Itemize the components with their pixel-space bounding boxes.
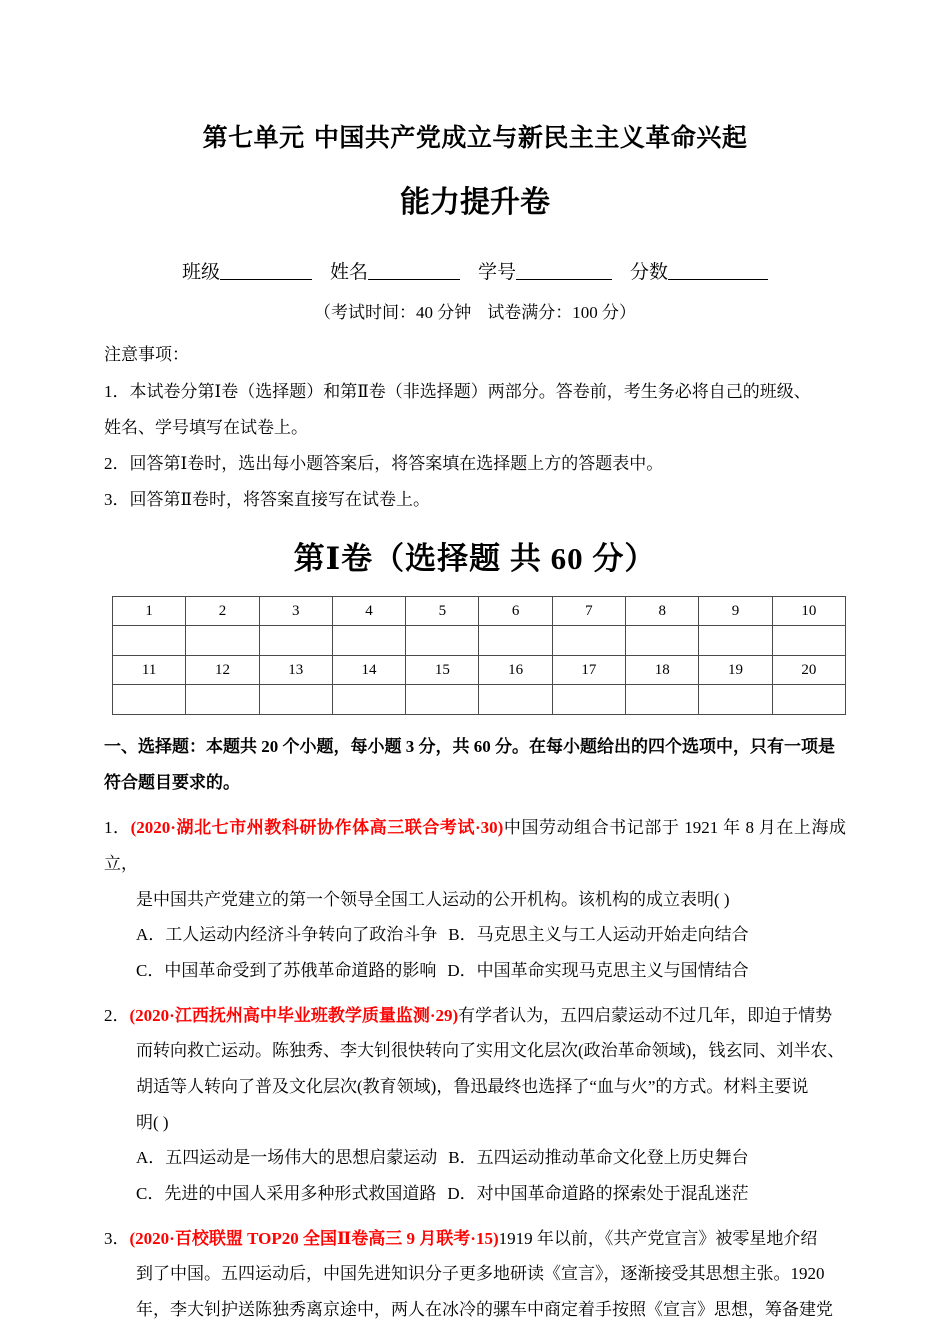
answer-cell[interactable] [699, 685, 772, 715]
answer-cell[interactable] [332, 685, 405, 715]
question-3-stem-cont: 到了中国。五四运动后，中国先进知识分子更多地研读《宣言》，逐渐接受其思想主张。1920 [136, 1264, 825, 1284]
field-name-label: 姓名 [329, 262, 368, 283]
option-c[interactable]: C．中国革命受到了苏俄革命道路的影响 [136, 960, 437, 980]
answer-cell[interactable] [113, 685, 186, 715]
field-score [630, 257, 768, 284]
section-instructions-line2: 符合题目要求的。 [104, 773, 240, 793]
question-1-stem-cont: 是中国共产党建立的第一个领导全国工人运动的公开机构。该机构的成立表明( ) [136, 889, 730, 909]
field-student-id-label: 学号 [478, 262, 517, 283]
table-cell-number: 2 [186, 597, 259, 626]
field-student-id [478, 257, 612, 284]
field-score-blank[interactable] [668, 262, 768, 280]
section-instructions-line1: 一、选择题：本题共 20 个小题，每小题 3 分，共 60 分。在每小题给出的四个选项中，只有一项是 [104, 737, 835, 757]
note-item: 1．本试卷分第Ⅰ卷（选择题）和第Ⅱ卷（非选择题）两部分。答卷前，考生务必将自己的班级、 [104, 382, 811, 402]
question-3-source-tag: (2020·百校联盟 TOP20 全国Ⅱ卷高三 9 月联考·15) [129, 1228, 499, 1248]
table-cell-number: 16 [479, 656, 552, 685]
table-cell-number: 10 [772, 597, 845, 626]
question-1-number: 1． [104, 818, 131, 838]
answer-sheet-table [112, 596, 846, 715]
question-1-stem [104, 810, 846, 881]
answer-cell[interactable] [479, 685, 552, 715]
table-cell-number: 15 [406, 656, 479, 685]
note-item: 2．回答第Ⅰ卷时，选出每小题答案后，将答案填在选择题上方的答题表中。 [104, 454, 664, 474]
table-cell-number: 4 [332, 597, 405, 626]
student-info-fields [104, 221, 846, 284]
page-subtitle: 能力提升卷 [400, 184, 550, 220]
table-cell-number: 6 [479, 597, 552, 626]
question-3 [104, 1212, 846, 1328]
answer-cell[interactable] [332, 626, 405, 656]
table-cell-number: 5 [406, 597, 479, 626]
answer-sheet-table-wrap [104, 579, 846, 715]
answer-cell[interactable] [699, 626, 772, 656]
question-3-stem-cont: 年，李大钊护送陈独秀离京途中，两人在冰冷的骡车中商定着手按照《宣言》思想，筹备建党 [136, 1300, 833, 1320]
table-cell-number: 17 [552, 656, 625, 685]
option-c[interactable]: C．先进的中国人采用多种形式救国道路 [136, 1184, 437, 1203]
field-name [330, 257, 460, 284]
note-item: 姓名、学号填写在试卷上。 [104, 418, 308, 438]
field-student-id-blank[interactable] [516, 262, 612, 280]
answer-cell[interactable] [772, 626, 845, 656]
option-b[interactable]: B．五四运动推动革命文化登上历史舞台 [448, 1148, 749, 1168]
table-cell-number: 18 [626, 656, 699, 685]
option-line [136, 1140, 846, 1176]
option-line [136, 917, 846, 953]
question-3-stem-text: 1919 年以前，《共产党宣言》被零星地介绍 [498, 1228, 818, 1248]
question-3-number: 3． [104, 1228, 130, 1248]
table-cell-number: 8 [626, 597, 699, 626]
question-2-source-tag: (2020·江西抚州高中毕业班教学质量监测·29) [129, 1005, 459, 1025]
question-2-stem-cont: 而转向救亡运动。陈独秀、李大钊很快转向了实用文化层次(政治革命领域)，钱玄同、刘半农、 [136, 1041, 845, 1061]
notes-section [104, 323, 846, 518]
table-cell-number: 9 [699, 597, 772, 626]
answer-cell[interactable] [186, 685, 259, 715]
option-line [136, 1176, 846, 1212]
field-name-blank[interactable] [368, 262, 460, 280]
question-1-stem-text: 中国劳动组合书记部于 1921 年 8 月在上海成立， [104, 818, 847, 873]
table-row [113, 656, 846, 685]
page-title: 第七单元 中国共产党成立与新民主主义革命兴起 [202, 123, 748, 152]
answer-cell[interactable] [186, 626, 259, 656]
table-row [113, 685, 846, 715]
option-a[interactable]: A．工人运动内经济斗争转向了政治斗争 [136, 925, 438, 945]
question-1-source-tag: (2020·湖北七市州教科研协作体高三联合考试·30) [130, 818, 504, 838]
section-heading: 第Ⅰ卷（选择题 共 60 分） [293, 541, 657, 577]
question-2-stem [104, 998, 846, 1034]
table-cell-number: 7 [552, 597, 625, 626]
option-a[interactable]: A．五四运动是一场伟大的思想启蒙运动 [136, 1148, 438, 1168]
question-1-options [104, 917, 846, 988]
question-3-stem [104, 1221, 846, 1257]
field-score-label: 分数 [630, 262, 669, 283]
answer-cell[interactable] [406, 685, 479, 715]
note-item: 3．回答第Ⅱ卷时，将答案直接写在试卷上。 [104, 490, 431, 510]
table-cell-number: 11 [113, 656, 186, 685]
table-cell-number: 13 [259, 656, 332, 685]
table-cell-number: 12 [186, 656, 259, 685]
field-class-blank[interactable] [220, 262, 312, 280]
field-class-label: 班级 [181, 262, 220, 283]
option-line [136, 953, 846, 989]
option-d[interactable]: D．中国革命实现马克思主义与国情结合 [447, 960, 749, 980]
exam-total-score: 试卷满分：100 分） [487, 303, 636, 322]
table-cell-number: 3 [259, 597, 332, 626]
exam-duration: （考试时间：40 分钟 [314, 303, 472, 322]
question-2-stem-text: 有学者认为，五四启蒙运动不过几年，即迫于情势 [458, 1005, 833, 1025]
exam-meta-line [104, 284, 846, 323]
answer-cell[interactable] [259, 626, 332, 656]
answer-cell[interactable] [406, 626, 479, 656]
answer-cell[interactable] [479, 626, 552, 656]
question-2 [104, 989, 846, 1212]
question-2-number: 2． [104, 1005, 130, 1025]
table-row [113, 626, 846, 656]
table-cell-number: 14 [332, 656, 405, 685]
notes-heading: 注意事项： [104, 345, 189, 364]
answer-cell[interactable] [552, 626, 625, 656]
question-2-stem-cont: 明( ) [136, 1112, 169, 1132]
table-row [113, 597, 846, 626]
answer-cell[interactable] [626, 626, 699, 656]
answer-cell[interactable] [626, 685, 699, 715]
answer-cell[interactable] [113, 626, 186, 656]
field-class [182, 257, 312, 284]
answer-cell[interactable] [772, 685, 845, 715]
answer-cell[interactable] [552, 685, 625, 715]
answer-cell[interactable] [259, 685, 332, 715]
table-cell-number: 19 [699, 656, 772, 685]
table-cell-number: 1 [113, 597, 186, 626]
question-2-options [104, 1140, 846, 1211]
question-2-stem-cont: 胡适等人转向了普及文化层次(教育领域)，鲁迅最终也选择了“血与火”的方式。材料主要说 [136, 1076, 809, 1096]
option-d[interactable]: D．对中国革命道路的探索处于混乱迷茫 [447, 1184, 749, 1203]
option-b[interactable]: B．马克思主义与工人运动开始走向结合 [448, 925, 749, 945]
question-1 [104, 801, 846, 988]
table-cell-number: 20 [772, 656, 845, 685]
